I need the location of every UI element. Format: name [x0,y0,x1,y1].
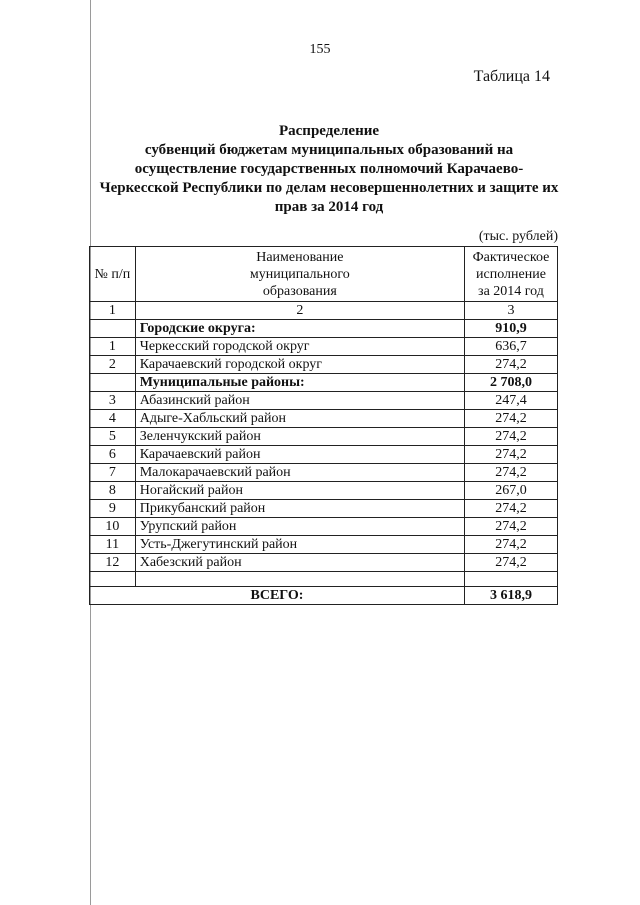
table-row [90,464,558,482]
group-row-urban [90,320,558,338]
document-title [84,122,574,217]
row-value: 274,2 [464,536,557,554]
row-value: 274,2 [464,464,557,482]
group-label: Городские округа: [135,320,464,338]
row-name: Абазинский район [135,392,464,410]
spacer-row [90,572,558,587]
table-row [90,536,558,554]
title-line: субвенций бюджетам муниципальных образований на [144,142,514,158]
units-note: (тыс. рублей) [478,229,558,244]
row-value: 274,2 [464,554,557,572]
row-name: Адыге-Хабльский район [135,410,464,428]
table-row [90,338,558,356]
row-num: 3 [90,392,136,410]
row-name: Усть-Джегутинский район [135,536,464,554]
total-label: ВСЕГО: [90,587,465,605]
group-row-districts [90,374,558,392]
table-row [90,446,558,464]
table-row [90,482,558,500]
row-name: Урупский район [135,518,464,536]
table-row [90,356,558,374]
header-num: № п/п [90,247,136,302]
table-row [90,410,558,428]
total-value: 3 618,9 [464,587,557,605]
title-line: Распределение [278,123,380,139]
column-number-row [90,302,558,320]
row-name: Карачаевский район [135,446,464,464]
group-num [90,374,136,392]
row-name: Карачаевский городской округ [135,356,464,374]
row-name: Черкесский городской округ [135,338,464,356]
row-value: 274,2 [464,500,557,518]
row-num: 10 [90,518,136,536]
column-number: 2 [135,302,464,320]
table-row [90,392,558,410]
row-name: Хабезский район [135,554,464,572]
row-num: 12 [90,554,136,572]
row-num: 2 [90,356,136,374]
table-row [90,554,558,572]
row-value: 274,2 [464,428,557,446]
title-line: прав за 2014 год [274,199,384,215]
row-name: Малокарачаевский район [135,464,464,482]
table-row [90,518,558,536]
row-value: 247,4 [464,392,557,410]
header-name: Наименование муниципального образования [135,247,464,302]
group-value: 2 708,0 [464,374,557,392]
group-value: 910,9 [464,320,557,338]
column-number: 3 [464,302,557,320]
row-num: 7 [90,464,136,482]
table-header-row [90,247,558,302]
row-name: Зеленчукский район [135,428,464,446]
table-row [90,428,558,446]
page-number: 155 [309,42,331,57]
row-value: 267,0 [464,482,557,500]
title-line: Черкесской Республики по делам несовершеннолетних и защите их [99,180,559,196]
subvention-table [89,246,558,605]
column-number: 1 [90,302,136,320]
header-value: Фактическое исполнение за 2014 год [464,247,557,302]
row-num: 4 [90,410,136,428]
row-value: 274,2 [464,446,557,464]
row-num: 1 [90,338,136,356]
row-name: Ногайский район [135,482,464,500]
total-row [90,587,558,605]
row-name: Прикубанский район [135,500,464,518]
row-num: 6 [90,446,136,464]
table-number: Таблица 14 [473,68,550,85]
row-num: 5 [90,428,136,446]
row-value: 274,2 [464,518,557,536]
row-value: 636,7 [464,338,557,356]
row-value: 274,2 [464,410,557,428]
group-label: Муниципальные районы: [135,374,464,392]
group-num [90,320,136,338]
title-line: осуществление государственных полномочий Карачаево- [134,161,524,177]
table-row [90,500,558,518]
row-value: 274,2 [464,356,557,374]
row-num: 9 [90,500,136,518]
row-num: 11 [90,536,136,554]
row-num: 8 [90,482,136,500]
